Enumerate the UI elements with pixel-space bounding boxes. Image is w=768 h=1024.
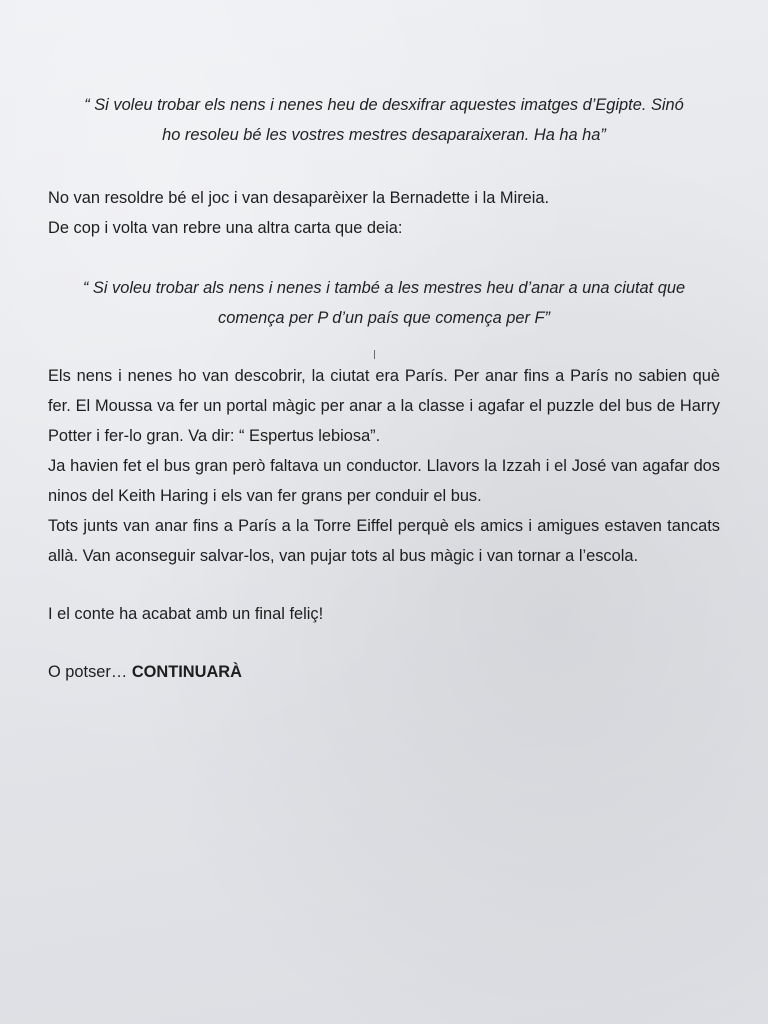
paragraph-disappearance-line-1: No van resoldre bé el joc i van desaparèixer la Bernadette i la Mireia. bbox=[48, 189, 550, 207]
paragraph-eiffel-tower: Tots junts van anar fins a París a la Torre Eiffel perquè els amics i amigues estaven tancats allà. Van aconseguir salvar-los, van pujar tots al bus màgic i van tornar a l’escola. bbox=[48, 517, 720, 565]
paragraph-bus-driver: Ja havien fet el bus gran però faltava un conductor. Llavors la Izzah i el José van agafar dos ninos del Keith Haring i els van fer grans per conduir el bus. bbox=[48, 457, 720, 505]
paragraph-happy-ending: I el conte ha acabat amb un final feliç! bbox=[48, 605, 324, 623]
paragraph-disappearance-line-2: De cop i volta van rebre una altra carta que deia: bbox=[48, 219, 403, 237]
closing-prefix: O potser… bbox=[48, 663, 132, 681]
quote-city-line-1: “ Si voleu trobar als nens i nenes i també a les mestres heu d’anar a una ciutat que bbox=[82, 279, 686, 297]
quote-egypt bbox=[48, 90, 720, 150]
quote-city bbox=[48, 273, 720, 333]
paragraph-disappearance bbox=[48, 183, 720, 243]
closing-emphasis: CONTINUARÀ bbox=[131, 663, 242, 681]
paragraph-paris: Els nens i nenes ho van descobrir, la ciutat era París. Per anar fins a París no sabien què fer. El Moussa va fer un portal màgic per anar a la classe i agafar el puzzle del bus de Harry Potter i fer-lo gran. Va dir: “ Espertus lebiosa”. bbox=[48, 367, 720, 445]
quote-city-line-2: comença per P d’un país que comença per F” bbox=[218, 309, 550, 327]
closing-line bbox=[48, 657, 720, 687]
document-body bbox=[48, 90, 720, 687]
quote-egypt-line-1: “ Si voleu trobar els nens i nenes heu de desxifrar aquestes imatges d’Egipte. Sinó bbox=[84, 96, 684, 114]
quote-egypt-line-2: ho resoleu bé les vostres mestres desaparaixeran. Ha ha ha” bbox=[162, 126, 606, 144]
